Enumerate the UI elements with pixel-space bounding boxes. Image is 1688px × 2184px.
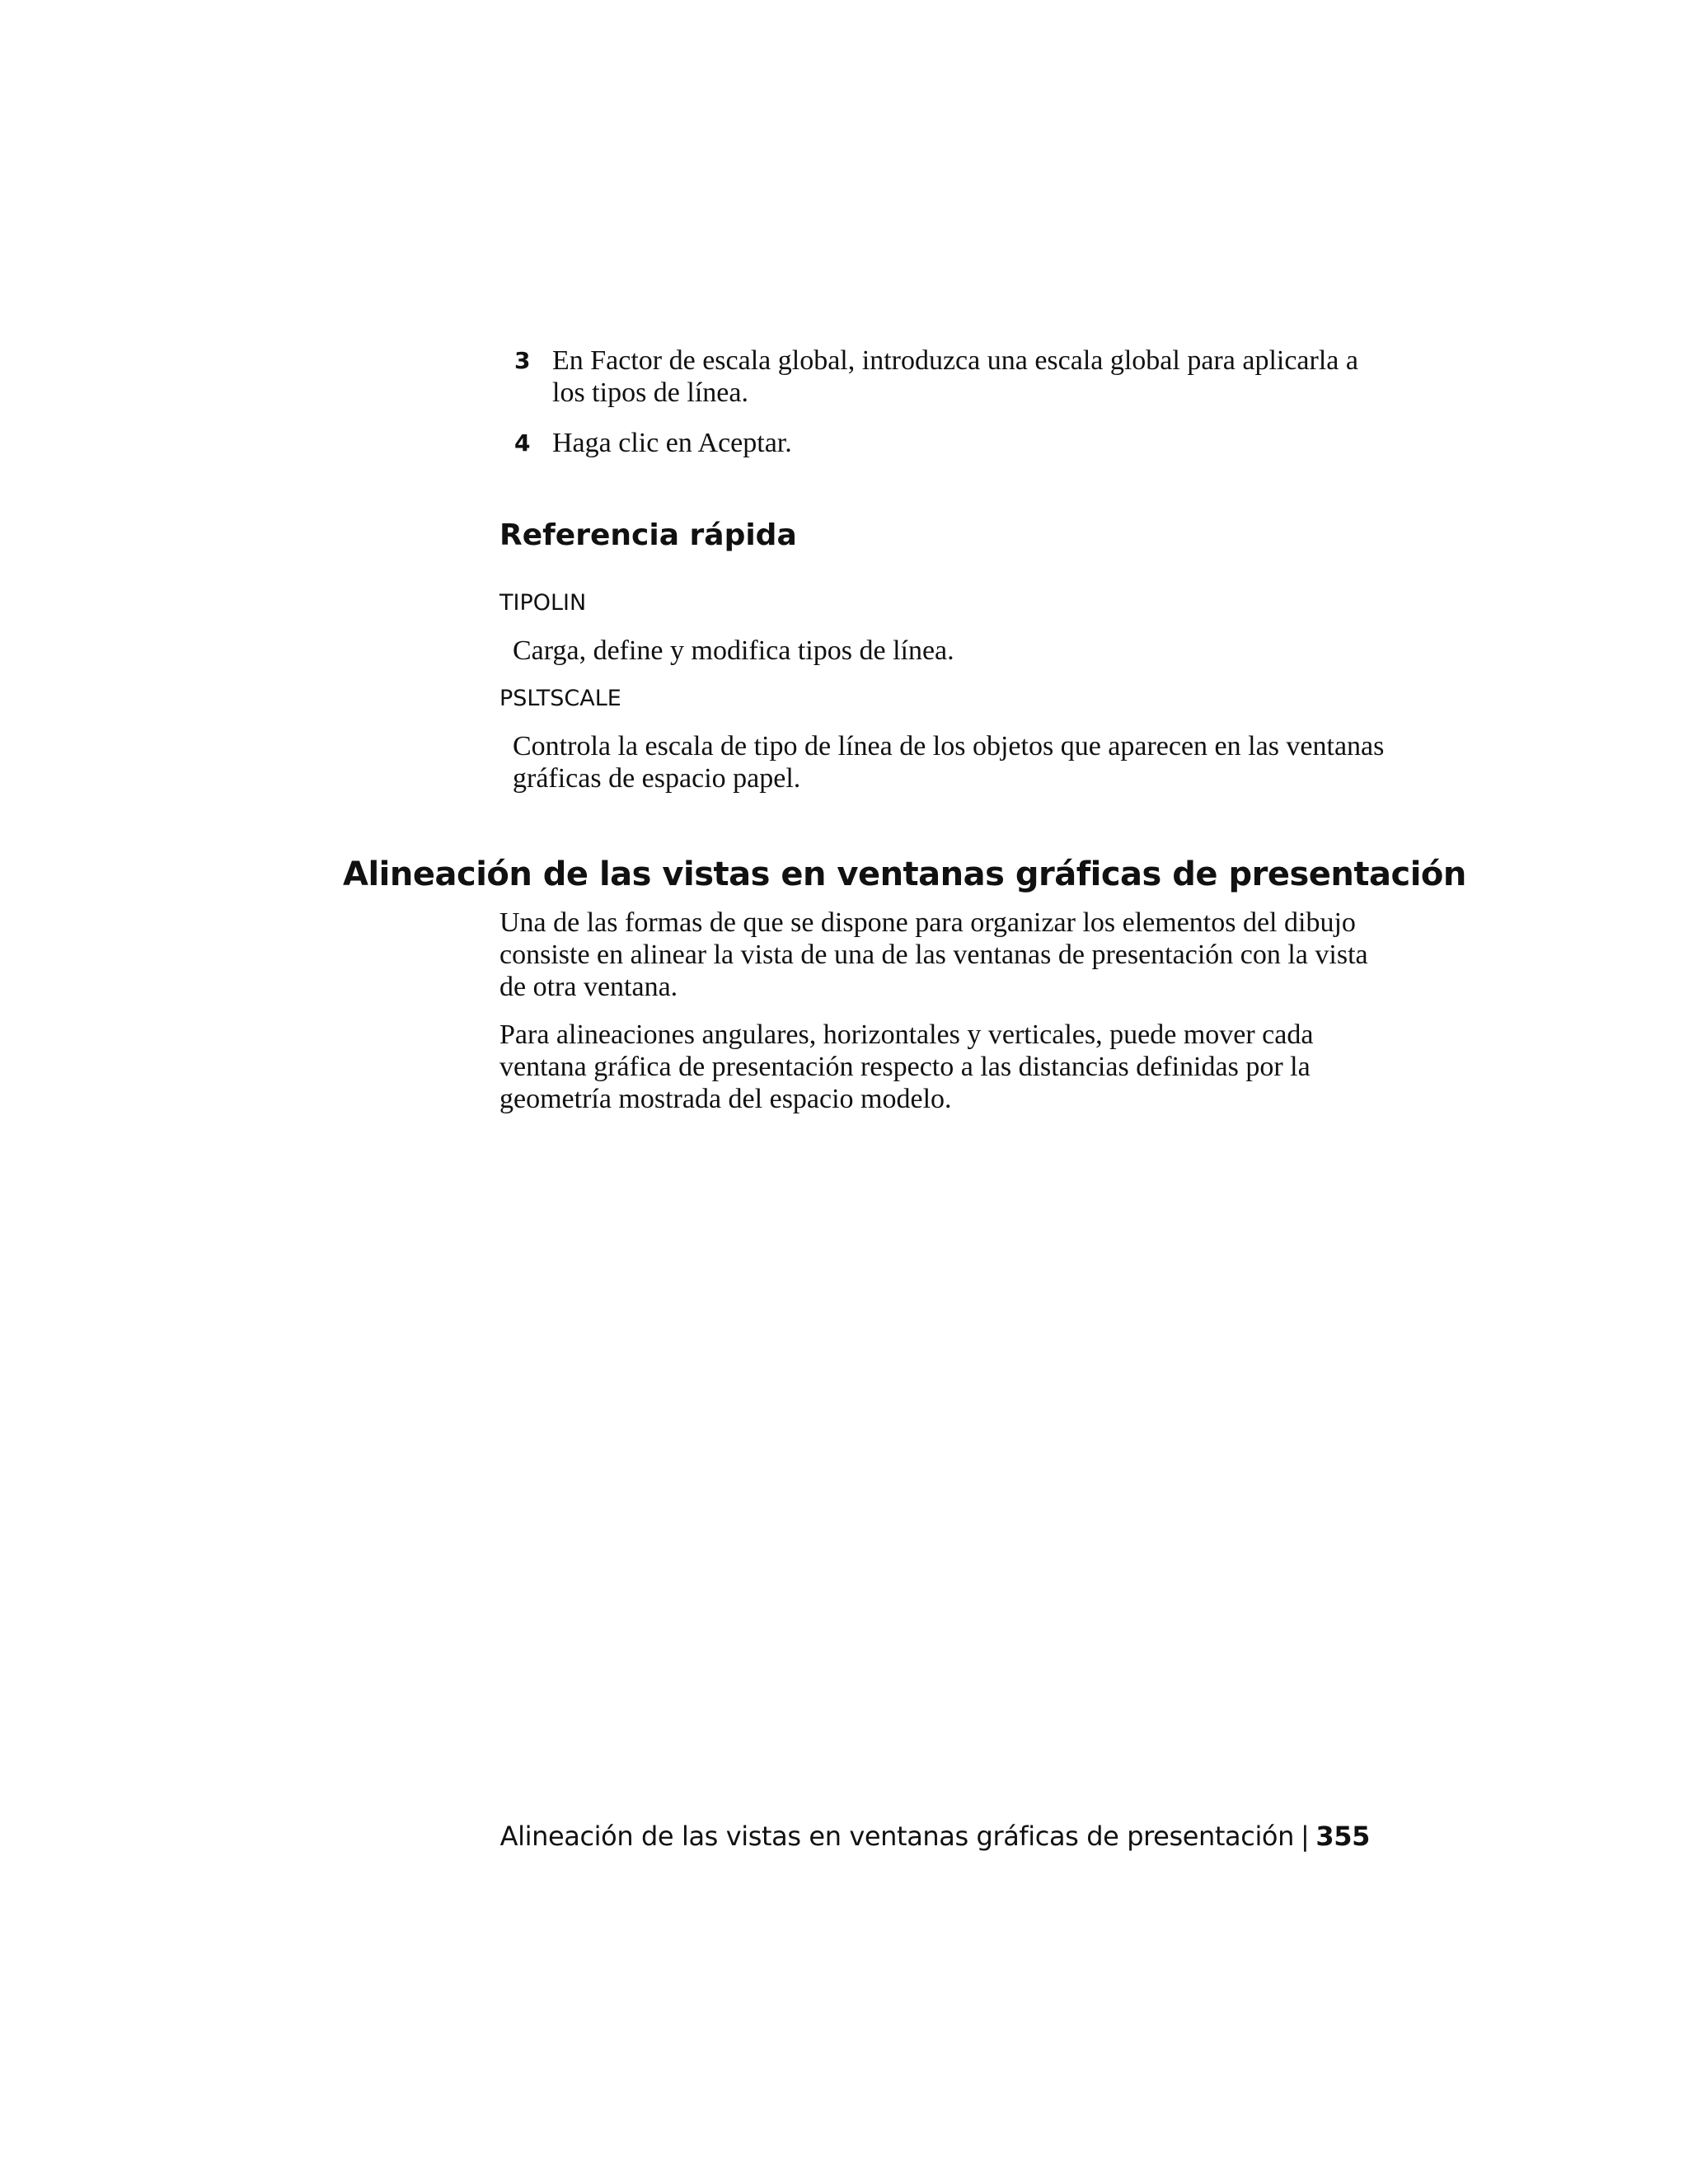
numbered-steps bbox=[511, 344, 1385, 477]
step-number: 3 bbox=[514, 347, 531, 374]
command-description: Carga, define y modifica tipos de línea. bbox=[513, 635, 954, 666]
quick-reference-title: Referencia rápida bbox=[499, 518, 797, 552]
section-title: Alineación de las vistas en ventanas gráficas de presentación bbox=[343, 855, 1466, 893]
body-paragraph: Para alineaciones angulares, horizontales y verticales, puede mover cada ventana gráfica de presentación respecto a las distancias definidas por la geometría mostrada del espacio modelo. bbox=[499, 1019, 1314, 1114]
command-name: PSLTSCALE bbox=[499, 686, 621, 711]
step-text: Haga clic en Aceptar. bbox=[552, 428, 792, 458]
footer-separator: | bbox=[1301, 1821, 1310, 1852]
step-text: En Factor de escala global, introduzca una escala global para aplicarla a los tipos de línea. bbox=[552, 345, 1358, 408]
page-footer bbox=[500, 1820, 1370, 1853]
step-number: 4 bbox=[514, 429, 531, 457]
step-item bbox=[511, 344, 1385, 409]
command-name: TIPOLIN bbox=[499, 590, 587, 616]
running-title: Alineación de las vistas en ventanas gráficas de presentación bbox=[499, 1821, 1294, 1852]
command-description: Controla la escala de tipo de línea de los objetos que aparecen en las ventanas gráficas de espacio papel. bbox=[513, 731, 1385, 794]
step-item bbox=[511, 427, 1385, 459]
page-number: 355 bbox=[1315, 1821, 1370, 1852]
body-paragraph: Una de las formas de que se dispone para organizar los elementos del dibujo consiste en alinear la vista de una de las ventanas de presentación con la vista de otra ventana. bbox=[499, 907, 1368, 1002]
